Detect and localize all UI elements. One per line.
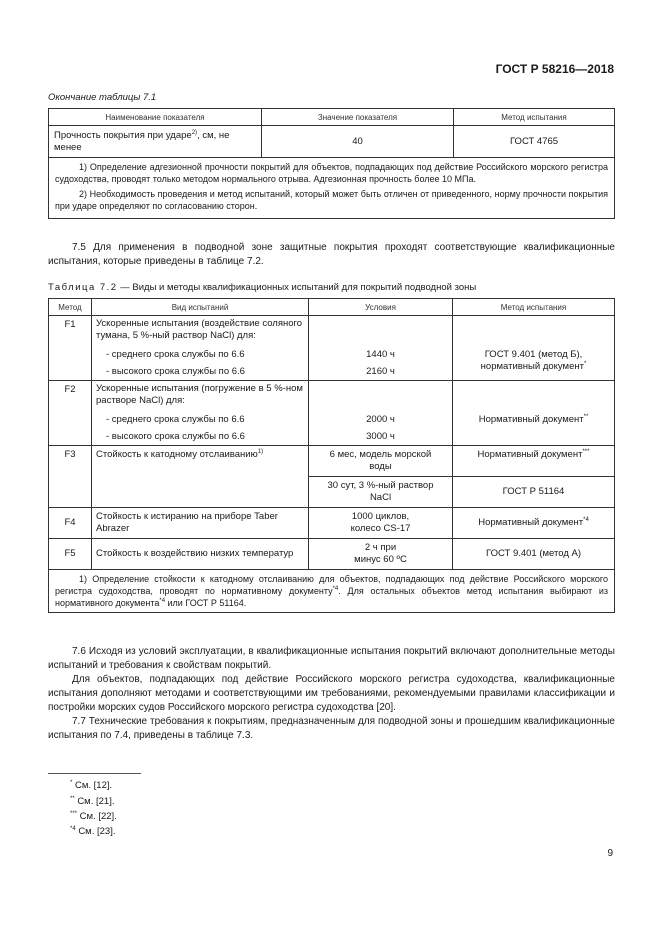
table-header-cell: Метод [49, 299, 92, 316]
method-code-cell: F5 [49, 539, 92, 570]
document-header: ГОСТ Р 58216—2018 [495, 62, 614, 76]
conditions-cell: 6 мес, модель морской воды [309, 446, 453, 477]
table-notes [49, 570, 615, 613]
conditions-cell: 2000 ч 3000 ч [309, 381, 453, 446]
conditions-cell: 1000 циклов, колесо CS-17 [309, 508, 453, 539]
test-method-cell: ГОСТ 9.401 (метод А) [453, 539, 615, 570]
table-header-cell: Метод испытания [453, 299, 615, 316]
table-row [49, 381, 615, 446]
test-method-cell: Нормативный документ$^{*4}$ [453, 508, 615, 539]
table-7-1 [48, 108, 615, 219]
conditions-cell: 30 сут, 3 %-ный раствор NaCl [309, 477, 453, 508]
paragraph-7-5: 7.5 Для применения в подводной зоне защитные покрытия проходят соответствующие квалификационные испытания, которые приведены в таблице 7.2. [48, 242, 615, 267]
test-method-cell: Нормативный документ** [453, 381, 615, 446]
table-header-cell: Вид испытаний [92, 299, 309, 316]
table-header-cell: Условия [309, 299, 453, 316]
test-type-cell: Стойкость к катодному отслаиванию$^{1)}$ [92, 446, 309, 508]
test-type-cell: Стойкость к истиранию на приборе Taber Abrazer [92, 508, 309, 539]
indicator-name-cell: Прочность покрытия при ударе$^{2)}$, см, не менее [49, 126, 262, 158]
table-row [49, 446, 615, 477]
table-7-2 [48, 298, 615, 613]
method-code-cell: F2 [49, 381, 92, 446]
test-type-cell: Стойкость к воздействию низких температур [92, 539, 309, 570]
conditions-cell: 1440 ч 2160 ч [309, 316, 453, 381]
test-method-cell: ГОСТ 4765 [454, 126, 615, 158]
paragraph-7-6: 7.6 Исходя из условий эксплуатации, в квалификационные испытания покрытий включают дополнительные методы испытаний и требования к свойствам покрытий. Для объектов, подпадающих под действие Российского морского регистра судоходства, квалификационные испытания дополняют методами и соответствующими им требованиями, рекомендуемыми правилами классификации и постройки морских судов Российского морского регистра судоходства [20]. 7.7 Технические требования к покрытиям, предназначенным для подводной зоны и прошедшим квалификационные испытания по 7.4, приведены в таблице 7.3. [48, 646, 615, 741]
test-method-cell: ГОСТ Р 51164 [453, 477, 615, 508]
table-note: 1) Определение стойкости к катодному отслаиванию для объектов, подпадающих под действие Российского морского регистра судоходства, проводят по нормативному документу$^{*4}$. Для остальных объектов метод испытания выбирают из нормативного документа$^{*4}$ или ГОСТ Р 51164. [55, 574, 608, 608]
footnote: $^{*4}$ См. [23]. [70, 825, 116, 837]
method-code-cell: F1 [49, 316, 92, 381]
test-method-cell: ГОСТ 9.401 (метод Б), нормативный документ* [453, 316, 615, 381]
indicator-value-cell: 40 [262, 126, 454, 158]
table-header-cell: Значение показателя [262, 109, 454, 126]
table-notes [49, 158, 615, 219]
table-header-cell: Наименование показателя [49, 109, 262, 126]
conditions-cell: 2 ч при минус 60 ºС [309, 539, 453, 570]
page-number: 9 [607, 848, 613, 859]
table-note: 1) Определение адгезионной прочности покрытий для объектов, подпадающих под действие Российского морского регистра судоходства, проводят только методом нормального отрыва. Адгезионная прочность более 10 МПа. [55, 162, 608, 184]
table-header-cell: Метод испытания [454, 109, 615, 126]
table-note: 2) Необходимость проведения и метод испытаний, который может быть отличен от приведенного, норму прочности покрытия при ударе определяют по согласованию сторон. [55, 189, 608, 211]
footnote: ** См. [21]. [70, 795, 115, 807]
table-row [49, 316, 615, 381]
footnote: *** См. [22]. [70, 810, 117, 822]
method-code-cell: F3 [49, 446, 92, 508]
method-code-cell: F4 [49, 508, 92, 539]
test-method-cell: Нормативный документ*** [453, 446, 615, 477]
footnote-separator [48, 773, 141, 774]
table-7-2-caption: Таблица 7.2 — Виды и методы квалификационных испытаний для покрытий подводной зоны [48, 282, 477, 293]
test-type-cell: Ускоренные испытания (воздействие соляного тумана, 5 %-ный раствор NaCl) для: - среднего срока службы по 6.6 - высокого срока службы по 6.6 [92, 316, 309, 381]
table-row [49, 508, 615, 539]
test-type-cell: Ускоренные испытания (погружение в 5 %-ном растворе NaCl) для: - среднего срока службы по 6.6 - высокого срока службы по 6.6 [92, 381, 309, 446]
table-row [49, 539, 615, 570]
table-7-1-caption: Окончание таблицы 7.1 [48, 92, 157, 103]
footnote: * См. [12]. [70, 779, 113, 791]
table-row [49, 126, 615, 158]
